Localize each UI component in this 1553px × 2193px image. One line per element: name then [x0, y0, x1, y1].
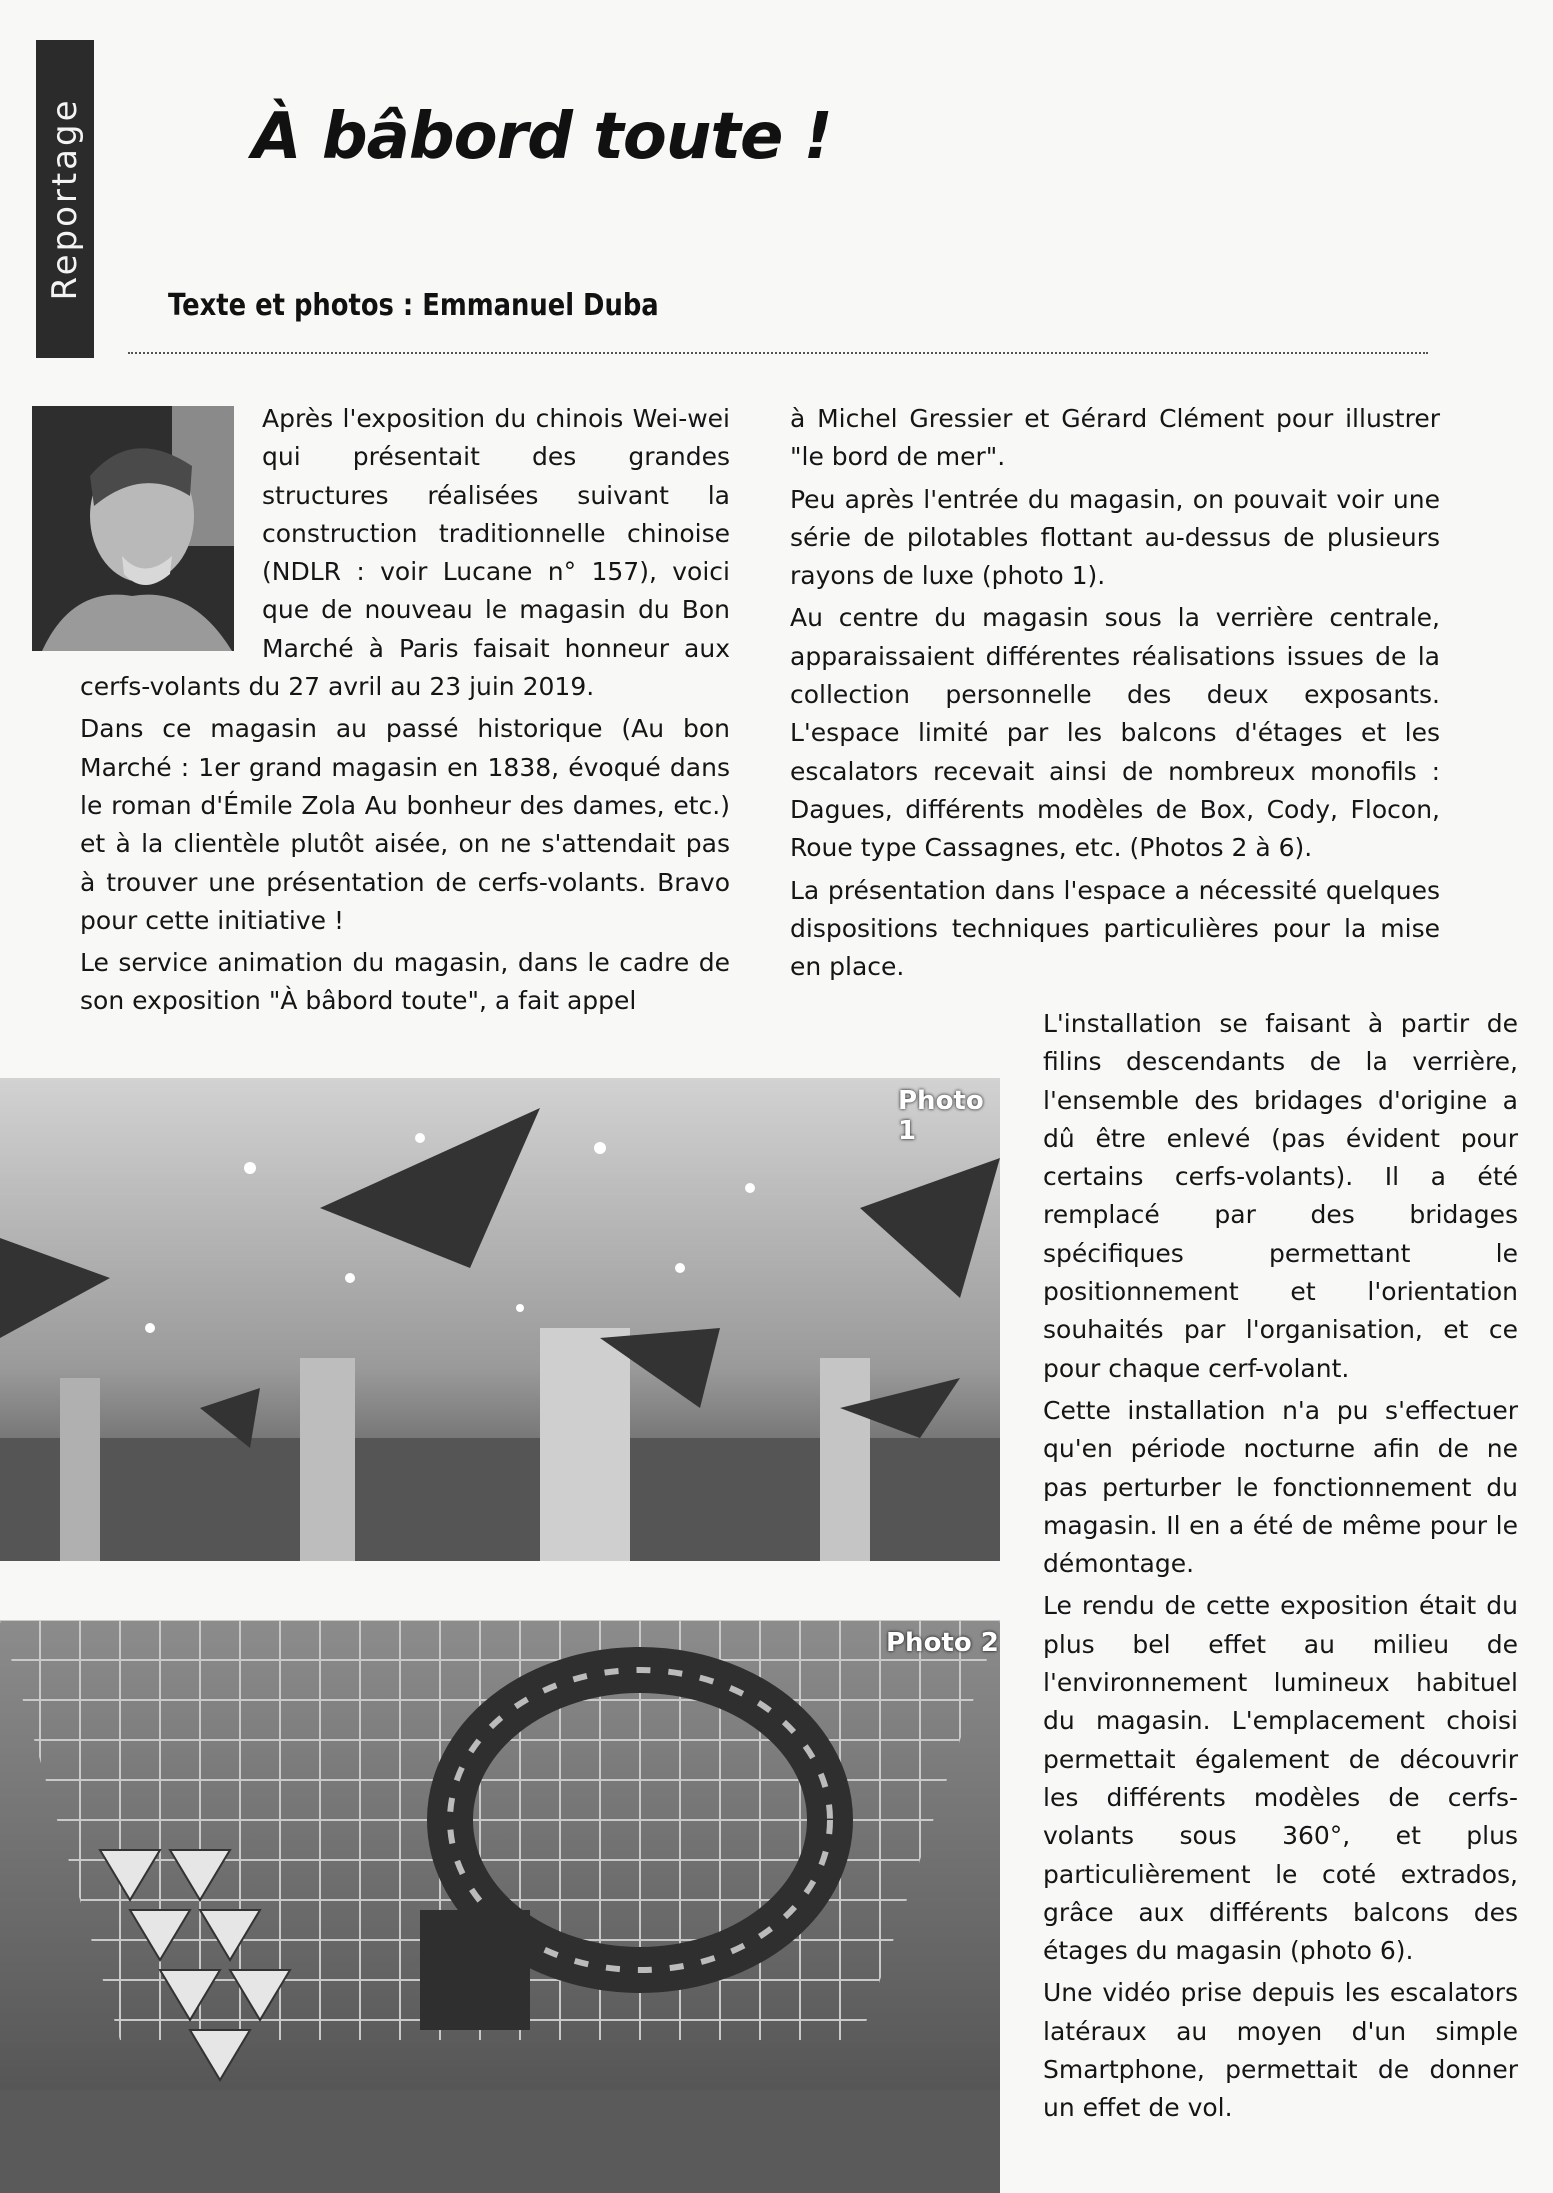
- paragraph: Dans ce magasin au passé historique (Au bon Marché : 1er grand magasin en 1838, évoqué dans le roman d'Émile Zola Au bonheur des dames, etc.) et à la clientèle plutôt aisée, on ne s'attendait pas à trouver une présentation de cerfs-volants. Bravo pour cette initiative !: [80, 714, 730, 935]
- paragraph: Cette installation n'a pu s'effectuer qu'en période nocturne afin de ne pas perturber le fonctionnement du magasin. Il en a été de même pour le démontage.: [1043, 1395, 1518, 1579]
- paragraph: La présentation dans l'espace a nécessité quelques dispositions techniques particulières pour la mise en place.: [790, 875, 1440, 982]
- photo-1-store-interior: [0, 1078, 1000, 1561]
- photo-1-label: Photo 1: [898, 1086, 984, 1146]
- paragraph: L'installation se faisant à partir de filins descendants de la verrière, l'ensemble des bridages d'origine a dû être enlevé (pas évident pour certains cerfs-volants). Il a été remplacé par des bridages spécifiques permettant le positionnement et l'orientation souhaités par l'organisation, et ce pour chaque cerf-volant.: [1043, 1009, 1518, 1383]
- paragraph: Au centre du magasin sous la verrière centrale, apparaissaient différentes réalisations issues de la collection personnelle des deux exposants. L'espace limité par les balcons d'étages et les escalators recevait ainsi de nombreux monofils : Dagues, différents modèles de Box, Cody, Flocon, Roue type Cassagnes, etc. (Photos 2 à 6).: [790, 603, 1440, 863]
- article-title: À bâbord toute !: [252, 100, 832, 174]
- left-column: [80, 400, 730, 1025]
- middle-column: [790, 400, 1440, 990]
- paragraph: Le service animation du magasin, dans le cadre de son exposition "À bâbord toute", a fait appel: [80, 948, 730, 1016]
- section-tab: [36, 40, 94, 358]
- photo-2-label: Photo 2: [886, 1628, 999, 1658]
- section-tab-label: Reportage: [45, 97, 85, 301]
- dotted-divider: [128, 352, 1428, 354]
- byline: Texte et photos : Emmanuel Duba: [168, 288, 659, 323]
- paragraph: à Michel Gressier et Gérard Clément pour illustrer "le bord de mer".: [790, 404, 1440, 472]
- paragraph: Une vidéo prise depuis les escalators latéraux au moyen d'un simple Smartphone, permettait de donner un effet de vol.: [1043, 1978, 1518, 2123]
- paragraph: Le rendu de cette exposition était du plus bel effet au milieu de l'environnement lumineux habituel du magasin. L'emplacement choisi permettait également de découvrir les différents modèles de cerfs-volants sous 360°, et plus particulièrement le coté extrados, grâce aux différents balcons des étages du magasin (photo 6).: [1043, 1591, 1518, 1966]
- paragraph: Après l'exposition du chinois Wei-wei qui présentait des grandes structures réalisées suivant la construction traditionnelle chinoise (NDLR : voir Lucane n° 157), voici que de nouveau le magasin du Bon Marché à Paris faisait honneur aux cerfs-volants du 27 avril au 23 juin 2019.: [80, 404, 730, 702]
- photo-2-glass-roof: [0, 1620, 1000, 2193]
- author-portrait: [32, 406, 234, 651]
- right-column: [1043, 1005, 1518, 2132]
- paragraph: Peu après l'entrée du magasin, on pouvait voir une série de pilotables flottant au-dessus de plusieurs rayons de luxe (photo 1).: [790, 484, 1440, 591]
